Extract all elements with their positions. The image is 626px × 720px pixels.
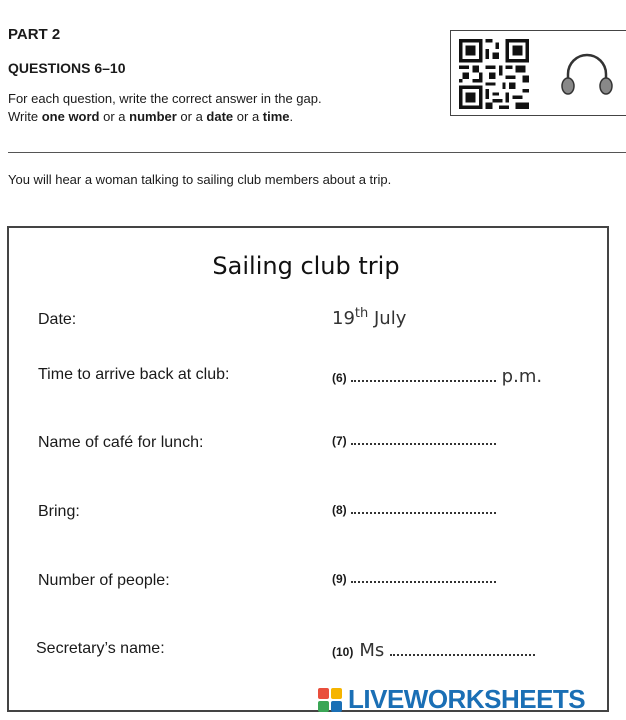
date-day: 19 — [332, 308, 355, 329]
instr-text: Write — [8, 109, 42, 124]
instr-bold: time — [262, 109, 290, 124]
answer-gap-6[interactable] — [351, 376, 496, 382]
instr-text: . — [289, 109, 294, 124]
instr-bold: date — [206, 109, 234, 124]
time-unit: p.m. — [501, 366, 543, 387]
intro-text: You will hear a woman talking to sailing club members about a trip. — [8, 172, 392, 187]
time-label: Time to arrive back at club: — [38, 366, 230, 383]
question-number: (6) — [332, 371, 347, 385]
question-number: (10) — [332, 645, 354, 659]
instr-text: or a — [99, 109, 130, 124]
audio-box — [450, 30, 626, 116]
bring-label: Bring: — [38, 503, 80, 520]
answer-6 — [332, 366, 542, 387]
answer-gap-10[interactable] — [390, 650, 535, 656]
answer-9 — [332, 572, 496, 586]
date-month: July — [373, 308, 407, 329]
people-label: Number of people: — [38, 572, 170, 589]
liveworksheets-logo-icon — [318, 688, 342, 712]
form-title: Sailing club trip — [212, 252, 400, 280]
answer-gap-9[interactable] — [351, 577, 496, 583]
instruction-line-2 — [8, 108, 293, 126]
headphones-icon[interactable] — [559, 46, 615, 102]
questions-title: QUESTIONS 6–10 — [8, 60, 126, 76]
answer-gap-8[interactable] — [351, 508, 496, 514]
liveworksheets-watermark — [318, 684, 585, 715]
date-label: Date: — [38, 311, 77, 328]
date-value — [332, 306, 406, 329]
answer-7 — [332, 434, 496, 448]
cafe-label: Name of café for lunch: — [38, 434, 204, 451]
part-title: PART 2 — [8, 26, 61, 43]
answer-gap-7[interactable] — [351, 439, 496, 445]
instr-text: or a — [233, 109, 263, 124]
instruction-line-1: For each question, write the correct answer in the gap. — [8, 91, 322, 106]
instr-bold: number — [129, 109, 177, 124]
secretary-label: Secretary’s name: — [36, 640, 165, 657]
answer-10 — [332, 640, 535, 661]
answer-8 — [332, 503, 496, 517]
date-suffix: th — [354, 306, 369, 321]
watermark-text: LIVEWORKSHEETS — [348, 684, 586, 714]
divider — [8, 152, 626, 153]
question-number: (8) — [332, 503, 347, 517]
question-number: (7) — [332, 434, 347, 448]
question-number: (9) — [332, 572, 347, 586]
title-prefix: Ms — [359, 640, 385, 661]
qr-code-icon[interactable] — [459, 39, 529, 109]
instr-bold: one word — [41, 109, 100, 124]
instr-text: or a — [176, 109, 207, 124]
